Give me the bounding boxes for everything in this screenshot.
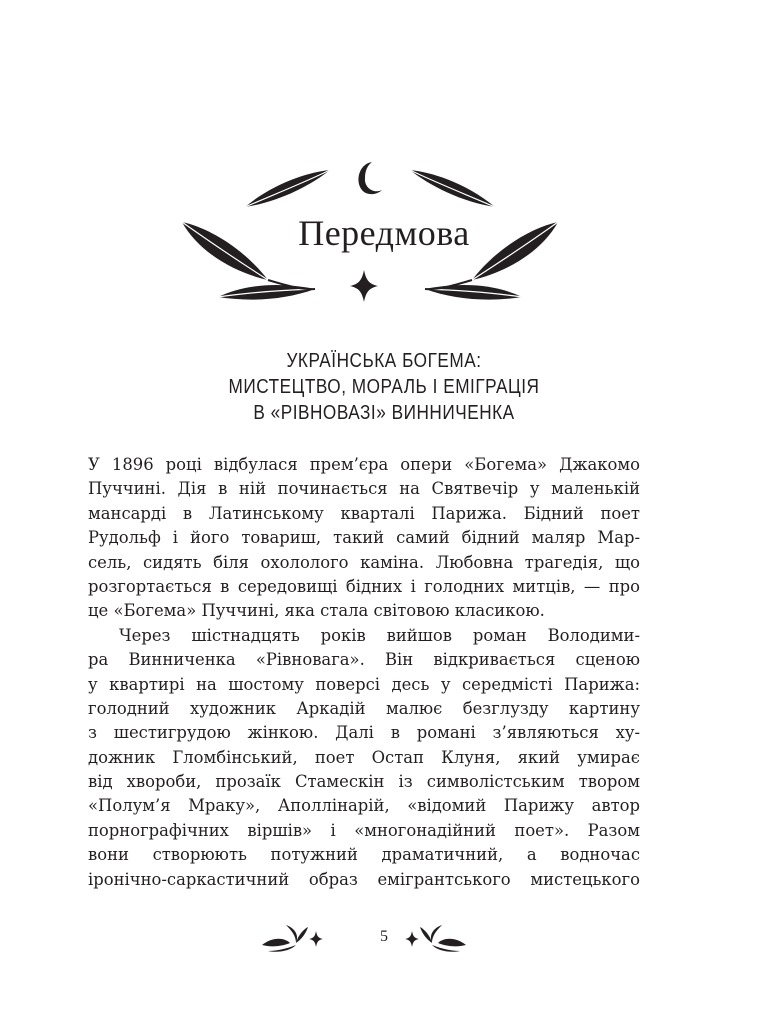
text-line: голодний художник Аркадій малює безглузду картину: [88, 698, 640, 718]
subtitle-line: УКРАЇНСЬКА БОГЕМА:: [286, 350, 482, 372]
subtitle-line: МИСТЕЦТВО, МОРАЛЬ І ЕМІГРАЦІЯ: [228, 376, 540, 398]
text-line: Пуччині. Дія в ній починається на Святвечір у маленькій: [88, 479, 640, 499]
body-text: [88, 453, 640, 892]
text-line: мансарді в Латинському кварталі Парижа. Бідний поет: [88, 503, 640, 523]
text-line: з шестигрудою жінкою. Далі в романі з’являються ху-: [88, 723, 640, 743]
text-line: сель, сидять біля охололого каміна. Любовна трагедія, що: [88, 552, 640, 572]
text-line: «Полум’я Мраку», Аполлінарій, «відомий Парижу автор: [88, 796, 640, 816]
text-line: Рудольф і його товариш, такий самий бідний маляр Мар-: [88, 528, 640, 548]
text-line: у квартирі на шостому поверсі десь у середмісті Парижа:: [88, 674, 640, 694]
subtitle-line: В «РІВНОВАЗІ» ВИННИЧЕНКА: [253, 402, 515, 424]
text-line: це «Богема» Пуччині, яка стала світовою класикою.: [88, 601, 545, 621]
crescent-moon-icon: [358, 162, 382, 194]
leaf-icon: [410, 170, 495, 207]
leaf-icon: [425, 280, 522, 300]
sparkle-star-icon: [350, 270, 378, 302]
text-line: Через шістнадцять років вийшов роман Володими-: [119, 625, 640, 645]
text-line: іронічно-саркастичний образ емігрантського мистецького: [88, 869, 640, 889]
leaf-icon: [218, 280, 315, 300]
text-line: ра Винниченка «Рівновага». Він відкривається сценою: [88, 650, 640, 670]
text-line: від хвороби, прозаїк Стамескін із символістським твором: [88, 772, 640, 792]
chapter-title: Передмова: [298, 213, 470, 253]
section-subtitle: [54, 348, 714, 426]
text-line: порнографічних віршів» і «многонадійний поет». Разом: [88, 820, 640, 840]
text-line: дожник Гломбінський, поет Остап Клуня, який умирає: [88, 747, 640, 767]
text-line: розгортається в середовищі бідних і голодних митців, — про: [88, 576, 640, 596]
leaf-icon: [245, 170, 330, 207]
text-line: вони створюють потужний драматичний, а водночас: [88, 845, 640, 865]
page-number: 5: [380, 928, 388, 945]
text-line: У 1896 році відбулася прем’єра опери «Богема» Джакомо: [88, 455, 640, 474]
